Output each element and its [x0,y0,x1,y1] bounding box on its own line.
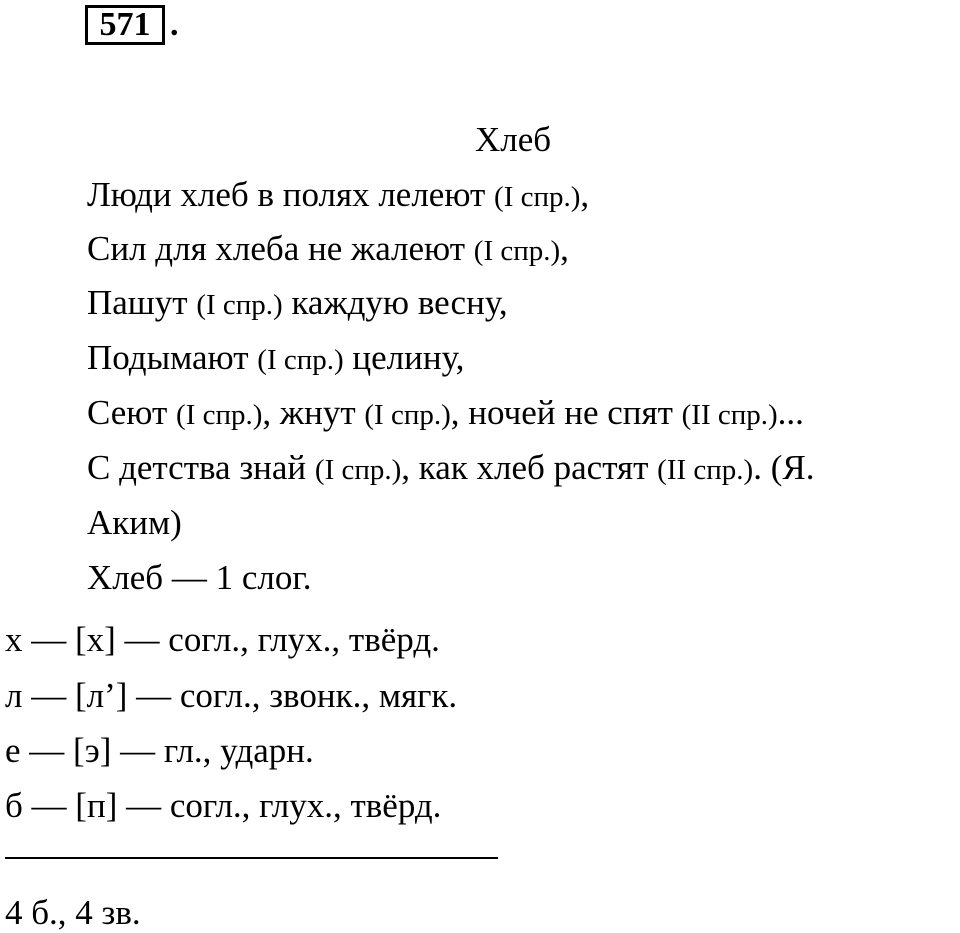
conjugation-note: (II спр.) [681,399,778,431]
conjugation-note: (I спр.) [473,235,561,267]
poem-line-5 [87,393,804,435]
exercise-number-dot: . [170,6,179,43]
exercise-number: 571 [99,6,151,43]
poem-text: , [580,175,590,214]
poem-line-3 [87,283,508,325]
conjugation-note: (I спр.) [494,181,581,213]
exercise-number-box [85,5,165,45]
poem-text: ... [777,393,804,432]
poem-text: . (Я. [753,448,815,487]
poem-text: Люди хлеб в полях лелеют [87,175,495,214]
phonetic-line-1: х — [х] — согл., глух., твёрд. [5,620,440,659]
poem-text: С детства знай [87,448,315,487]
poem-line-1 [87,175,589,217]
phonetic-line-3: е — [э] — гл., ударн. [5,731,314,770]
poem-text: , [560,229,569,268]
syllable-count: Хлеб — 1 слог. [87,558,312,597]
conjugation-note: (I спр.) [176,399,263,431]
poem-line-6 [87,448,814,490]
conjugation-note: (I спр.) [257,344,344,376]
poem-text: , ночей не спят [450,393,682,432]
conjugation-note: (I спр.) [364,399,451,431]
letters-sounds-summary: 4 б., 4 зв. [5,893,141,932]
poem-text: Аким) [87,503,182,542]
poem-text: , жнут [262,393,365,432]
poem-text: , как хлеб растят [401,448,658,487]
poem-line-2 [87,229,569,271]
conjugation-note: (I спр.) [196,289,283,321]
poem-text: целину, [343,338,465,377]
poem-title: Хлеб [475,120,552,159]
poem-text: каждую весну, [282,283,508,322]
conjugation-note: (I спр.) [314,454,402,486]
poem-text: Сеют [87,393,177,432]
phonetic-line-2: л — [л’] — согл., звонк., мягк. [5,676,458,715]
poem-text: Подымают [87,338,258,377]
conjugation-note: (II спр.) [657,454,754,486]
poem-line-7 [87,503,182,543]
phonetic-line-4: б — [п] — согл., глух., твёрд. [5,786,442,825]
divider-line [5,857,498,859]
poem-text: Пашут [87,283,197,322]
poem-line-4 [87,338,464,380]
poem-text: Сил для хлеба не жалеют [87,229,474,268]
